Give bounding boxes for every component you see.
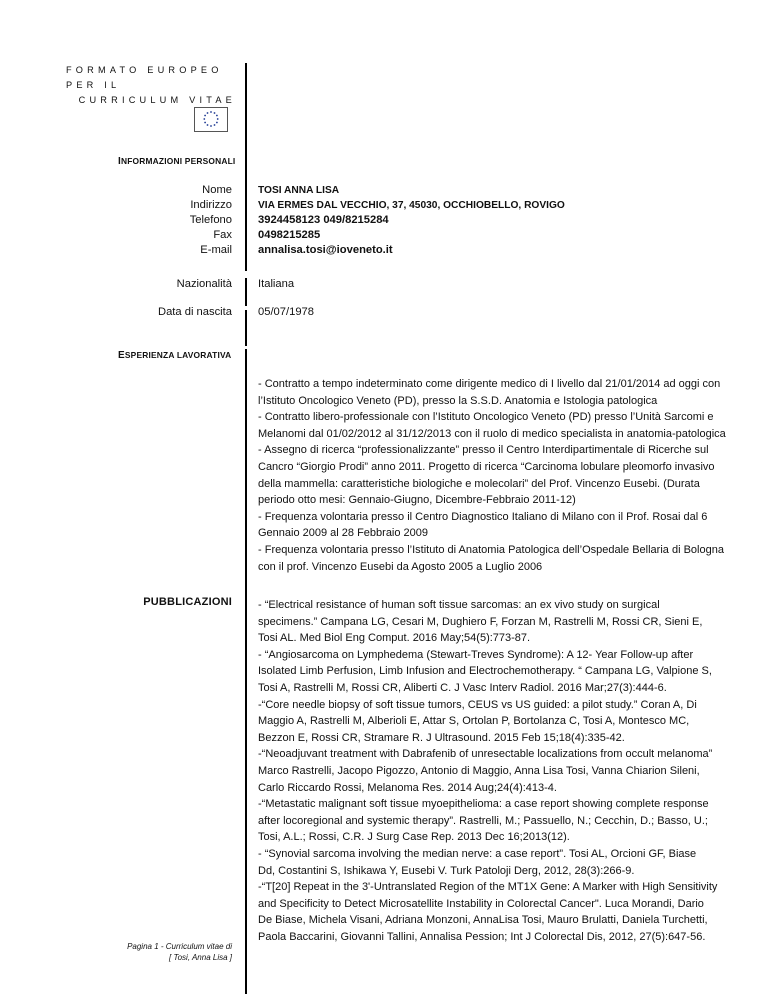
value-fax: 0498215285 <box>258 229 321 241</box>
divider-rule-middle2 <box>245 310 247 346</box>
publication-line: -“Metastatic malignant soft tissue myoepithelioma: a case report showing complete response <box>258 798 709 811</box>
title-line2: CURRICULUM VITAE <box>78 95 236 105</box>
publication-line: and Specificity to Detect Microsatellite Instability in Colorectal Cancer". Luca Morandi, Dario <box>258 897 704 910</box>
personal-values <box>258 183 738 258</box>
publications-text <box>258 597 738 945</box>
value-address: VIA ERMES DAL VECCHIO, 37, 45030, OCCHIOBELLO, ROVIGO <box>258 200 565 211</box>
publication-line: Tosi A, Rastrelli M, Rossi CR, Aliberti C. J Vasc Interv Radiol. 2016 Mar;27(3):444-6. <box>258 681 667 694</box>
experience-line: - Contratto a tempo indeterminato come dirigente medico di I livello dal 21/01/2014 ad oggi con <box>258 378 721 390</box>
section-title-experience: ESPERIENZA LAVORATIVA <box>118 350 232 361</box>
publication-line: Tosi AL. Med Biol Eng Comput. 2016 May;54(5):773-87. <box>258 632 531 645</box>
publication-line: -“Core needle biopsy of soft tissue tumors, CEUS vs US guided: a pilot study.” Coran A, Di <box>258 698 697 711</box>
experience-line: - Frequenza volontaria presso l’Istituto di Anatomia Patologica dell’Ospedale Bellaria di Bologna <box>258 543 724 556</box>
divider-rule-top <box>245 63 247 271</box>
experience-line: della mammella: caratteristiche biologiche e molecolari” del Prof. Vincenzo Eusebi. (Durata <box>258 477 700 490</box>
experience-line: periodo otto mesi: Gennaio-Giugno, Dicembre-Febbraio 2011-12) <box>258 494 576 507</box>
section-title-publications: PUBBLICAZIONI <box>143 596 232 608</box>
experience-line: Cancro “Giorgio Prodi” anno 2011. Progetto di ricerca “Carcinoma lobulare pleomorfo invasivo <box>258 460 715 473</box>
label-birthdate: Data di nascita <box>157 306 232 318</box>
experience-line: l’Istituto Oncologico Veneto (PD), presso la S.S.D. Anatomia e Istologia patologica <box>258 394 658 407</box>
value-phone: 3924458123 049/8215284 <box>258 214 389 226</box>
publication-line: Paola Baccarini, Giovanni Tallini, Annalisa Pession; Int J Colorectal Dis, 2012, 27(5):647-56. <box>258 930 706 943</box>
experience-text <box>258 376 738 575</box>
section-title-personal: INFORMAZIONI PERSONALI <box>118 156 236 167</box>
footer-line2: [ Tosi, Anna Lisa ] <box>169 953 232 962</box>
publication-line: Carlo Riccardo Rossi, Melanoma Res. 2014 Aug;24(4):413-4. <box>258 781 557 794</box>
label-email: E-mail <box>200 244 232 256</box>
publication-line: Maggio A, Rastrelli M, Alberioli E, Attar S, Ortolan P, Bortolanza C, Tosi A, Montesco MC, <box>258 715 690 728</box>
experience-line: - Frequenza volontaria presso il Centro Diagnostico Italiano di Milano con il Prof. Rosai dal 6 <box>258 510 708 523</box>
experience-line: Gennaio 2009 al 28 Febbraio 2009 <box>258 527 429 540</box>
publication-line: Marco Rastrelli, Jacopo Pigozzo, Antonio di Maggio, Anna Lisa Tosi, Vanna Chiarion Sileni, <box>258 764 700 777</box>
value-nationality: Italiana <box>258 278 295 290</box>
title-line1: FORMATO EUROPEO PER IL <box>66 65 223 90</box>
publication-line: - “Synovial sarcoma involving the median nerve: a case report”. Tosi AL, Orcioni GF, Biase <box>258 847 697 860</box>
publication-line: - “Angiosarcoma on Lymphedema (Stewart-Treves Syndrome): A 12- Year Follow-up after <box>258 648 694 661</box>
experience-line: con il prof. Vincenzo Eusebi da Agosto 2005 a Luglio 2006 <box>258 560 543 573</box>
label-phone: Telefono <box>189 214 232 226</box>
publication-line: Dd, Costantini S, Ishikawa Y, Eusebi V. Turk Patoloji Derg, 2012, 28(3):266-9. <box>258 864 635 877</box>
label-address: Indirizzo <box>190 199 232 211</box>
label-fax: Fax <box>213 229 232 241</box>
personal-labels <box>0 183 232 258</box>
divider-rule-middle <box>245 278 247 306</box>
experience-line: Melanomi dal 01/02/2012 al 31/12/2013 con il ruolo di medico specialista in anatomia-patologica <box>258 427 726 440</box>
value-birthdate: 05/07/1978 <box>258 306 314 318</box>
publication-line: specimens.” Campana LG, Cesari M, Dughiero F, Forzan M, Rastrelli M, Rossi CR, Sieni E, <box>258 615 703 628</box>
publication-line: Bezzon E, Rossi CR, Stramare R. J Ultrasound. 2015 Feb 15;18(4):335-42. <box>258 731 625 744</box>
divider-rule-main <box>245 349 247 994</box>
publication-line: De Biase, Michela Visani, Adriana Monzoni, AnnaLisa Tosi, Mauro Brulatti, Daniela Turchetti, <box>258 914 708 927</box>
document-title <box>66 63 236 108</box>
label-nationality: Nazionalità <box>176 278 232 290</box>
publication-line: -“Neoadjuvant treatment with Dabrafenib of unresectable localizations from occult melanoma” <box>258 748 713 761</box>
publication-line: Tosi, A.L.; Rossi, C.R. J Surg Case Rep. 2013 Dec 16;2013(12). <box>258 831 570 844</box>
value-name: TOSI ANNA LISA <box>258 185 340 196</box>
value-email: annalisa.tosi@ioveneto.it <box>258 244 393 256</box>
label-name: Nome <box>202 184 232 196</box>
publication-line: -“T[20] Repeat in the 3'-Untranslated Region of the MT1X Gene: A Marker with High Sensitivity <box>258 881 718 894</box>
publication-line: - “Electrical resistance of human soft tissue sarcomas: an ex vivo study on surgical <box>258 599 660 611</box>
eu-flag-icon <box>194 107 228 132</box>
page-footer <box>80 941 232 963</box>
publication-line: after locoregional and systemic therapy”. Rastrelli, M.; Passuello, N.; Cecchin, D.; Basso, U.; <box>258 814 708 827</box>
experience-line: - Contratto libero-professionale con l’Istituto Oncologico Veneto (PD) presso l’Unità Sarcomi e <box>258 411 714 424</box>
footer-line1: Pagina 1 - Curriculum vitae di <box>127 942 232 951</box>
publication-line: Isolated Limb Perfusion, Limb Infusion and Electrochemotherapy. “ Campana LG, Valpione S, <box>258 665 712 678</box>
experience-line: - Assegno di ricerca “professionalizzante” presso il Centro Interdipartimentale di Ricerche sul <box>258 444 709 457</box>
